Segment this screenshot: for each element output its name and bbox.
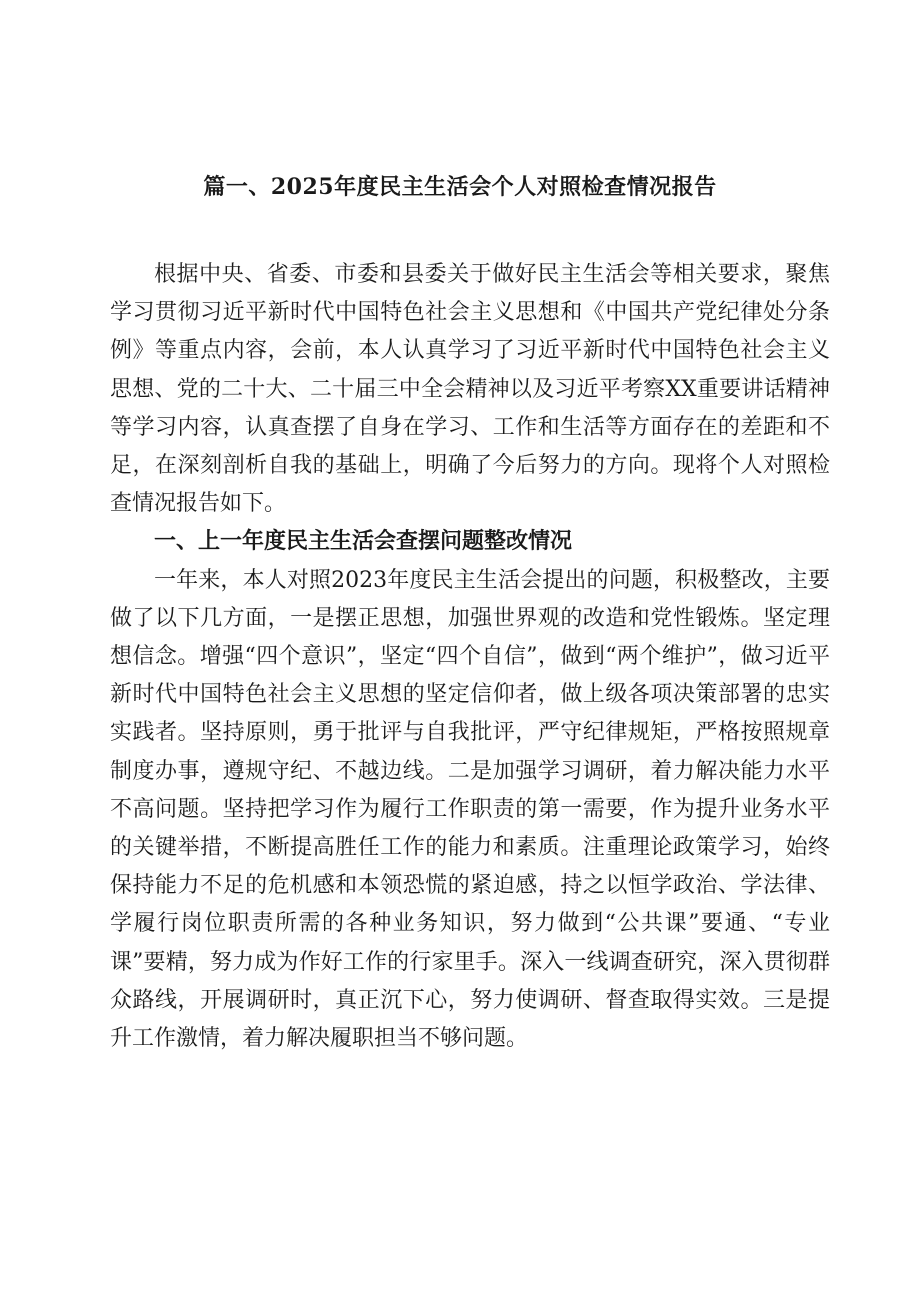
intro-paragraph: 根据中央、省委、市委和县委关于做好民主生活会等相关要求，聚焦学习贯彻习近平新时代中国特色社会主义思想和《中国共产党纪律处分条例》等重点内容，会前，本人认真学习了习近平新时代中国特色社会主义思想、党的二十大、二十届三中全会精神以及习近平考察XX重要讲话精神等学习内容，认真查摆了自身在学习、工作和生活等方面存在的差距和不足，在深刻剖析自我的基础上，明确了今后努力的方向。现将个人对照检查情况报告如下。 (110, 262, 830, 517)
document-body (110, 256, 830, 1058)
section-paragraph: 一年来，本人对照2023年度民主生活会提出的问题，积极整改，主要做了以下几方面，一是摆正思想，加强世界观的改造和党性锻炼。坚定理想信念。增强“四个意识”，坚定“四个自信”，做到“两个维护”，做习近平新时代中国特色社会主义思想的坚定信仰者，做上级各项决策部署的忠实实践者。坚持原则，勇于批评与自我批评，严守纪律规矩，严格按照规章制度办事，遵规守纪、不越边线。二是加强学习调研，着力解决能力水平不高问题。坚持把学习作为履行工作职责的第一需要，作为提升业务水平的关键举措，不断提高胜任工作的能力和素质。注重理论政策学习，始终保持能力不足的危机感和本领恐慌的紧迫感，持之以恒学政治、学法律、学履行岗位职责所需的各种业务知识，努力做到“公共课”要通、“专业课”要精，努力成为作好工作的行家里手。深入一线调查研究，深入贯彻群众路线，开展调研时，真正沉下心，努力使调研、督查取得实效。三是提升工作激情，着力解决履职担当不够问题。 (110, 567, 830, 1052)
document-title: 篇一、2025年度民主生活会个人对照检查情况报告 (203, 174, 717, 200)
section-heading: 一、上一年度民主生活会查摆问题整改情况 (154, 529, 573, 555)
